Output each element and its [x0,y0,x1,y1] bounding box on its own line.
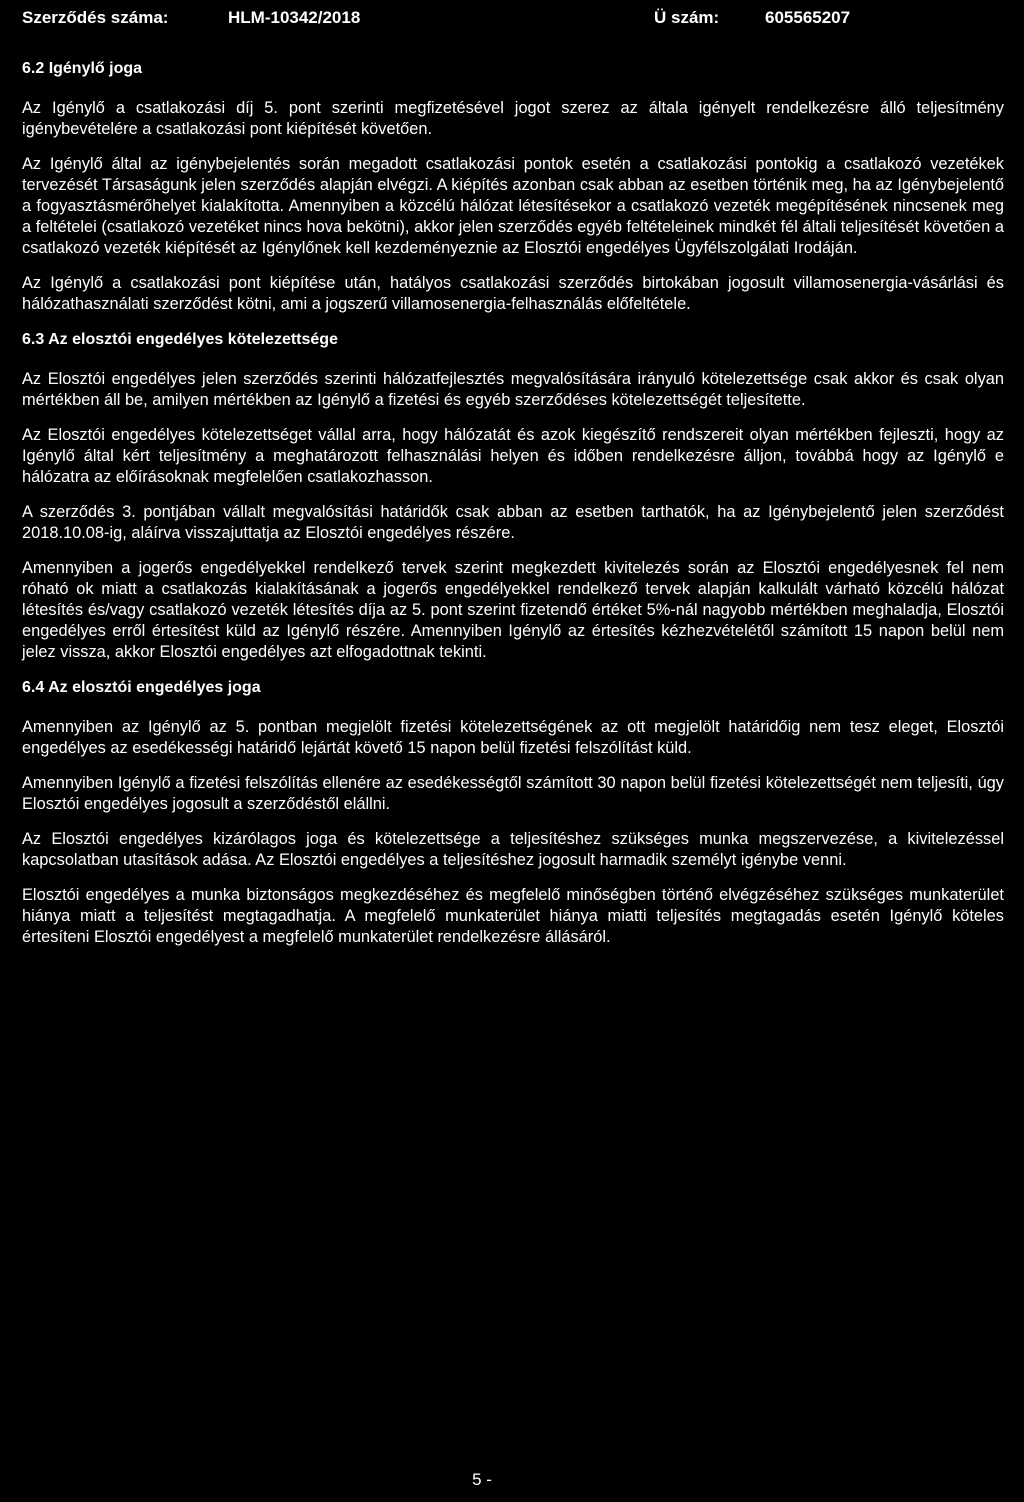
u-number-value: 605565207 [765,8,851,27]
section-heading-6-4: 6.4 Az elosztói engedélyes joga [22,679,261,696]
page-number: 5 - [472,1470,492,1489]
paragraph: Az Elosztói engedélyes jelen szerződés szerinti hálózatfejlesztés megvalósítására irányuló kötelezettsége csak akkor és csak olyan mértékben áll be, amilyen mértékben az Igénylő a fizetési és egyéb szerződéses kötelezettségét teljesítette. [22,370,1004,409]
paragraph: Amennyiben Igénylő a fizetési felszólítás ellenére az esedékességtől számított 30 napon belül fizetési kötelezettségét nem teljesíti, úgy Elosztói engedélyes jogosult a szerződéstől elállni. [22,774,1004,813]
paragraph: Az Igénylő a csatlakozási díj 5. pont szerinti megfizetésével jogot szerez az általa igényelt rendelkezésre álló teljesítmény igénybevételére a csatlakozási pont kiépítését követően. [22,99,1004,138]
page-footer [0,1470,1024,1490]
document-header [22,8,1002,38]
paragraph: A szerződés 3. pontjában vállalt megvalósítási határidők csak abban az esetben tarthatók, ha az Igénybejelentő jelen szerződést 2018.10.08-ig, aláírva visszajuttatja az Elosztói engedélyes részére. [22,503,1004,542]
paragraph: Az Elosztói engedélyes kötelezettséget vállal arra, hogy hálózatát és azok kiegészítő rendszereit olyan mértékben fejleszti, hogy az Igénylő által kért teljesítmény a meghatározott felhasználási helyen és időben rendelkezésre álljon, továbbá hogy az Igénylő e hálózatra az előírásoknak megfelelően csatlakozhasson. [22,426,1004,486]
u-number-label: Ü szám: [654,8,720,27]
document-body [22,58,1004,962]
section-heading-6-2: 6.2 Igénylő joga [22,60,143,77]
paragraph: Az Igénylő által az igénybejelentés során megadott csatlakozási pontok esetén a csatlakozási pontokig a csatlakozó vezetékek tervezését Társaságunk jelen szerződés alapján elvégzi. A kiépítés azonban csak abban az esetben történik meg, ha az Igénybejelentő a fogyasztásmérőhelyet kialakította. Amennyiben a közcélú hálózat létesítésekor a csatlakozó vezeték megépítésének nincsenek meg a feltételei (csatlakozó vezetéket nincs hova bekötni), akkor jelen szerződés egyéb feltételeinek mindkét fél általi teljesítését követően a csatlakozó vezeték kiépítését az Igénylőnek kell kezdeményeznie az Elosztói engedélyes Ügyfélszolgálati Irodáján. [22,155,1004,257]
contract-number-value: HLM-10342/2018 [228,8,361,27]
paragraph: Elosztói engedélyes a munka biztonságos megkezdéséhez és megfelelő minőségben történő elvégzéséhez szükséges munkaterület hiánya miatt a teljesítést megtagadhatja. A megfelelő munkaterület hiánya miatti teljesítés megtagadás esetén Igénylő köteles értesíteni Elosztói engedélyest a megfelelő munkaterület rendelkezésre állásáról. [22,886,1004,946]
paragraph: Az Igénylő a csatlakozási pont kiépítése után, hatályos csatlakozási szerződés birtokában jogosult villamosenergia-vásárlási és hálózathasználati szerződést kötni, ami a jogszerű villamosenergia-felhasználás előfeltétele. [22,274,1004,313]
section-heading-6-3: 6.3 Az elosztói engedélyes kötelezettsége [22,331,338,348]
paragraph: Amennyiben az Igénylő az 5. pontban megjelölt fizetési kötelezettségének az ott megjelölt határidőig nem tesz eleget, Elosztói engedélyes az esedékességi határidő lejártát követő 15 napon belül fizetési felszólítást küld. [22,718,1004,757]
contract-number-label: Szerződés száma: [22,8,169,27]
paragraph: Amennyiben a jogerős engedélyekkel rendelkező tervek szerint megkezdett kivitelezés során az Elosztói engedélyesnek fel nem róható ok miatt a csatlakozás kialakításának a jogerős engedélyekkel rendelkező tervek alapján kalkulált várható közcélú hálózat létesítés és/vagy csatlakozó vezeték létesítés díja az 5. pont szerint fizetendő értéket 5%-nál nagyobb mértékben meghaladja, Elosztói engedélyes erről értesítést küld az Igénylő részére. Amennyiben Igénylő az értesítés kézhezvételétől számított 15 napon belül nem jelez vissza, akkor Elosztói engedélyes azt elfogadottnak tekinti. [22,559,1004,661]
paragraph: Az Elosztói engedélyes kizárólagos joga és kötelezettsége a teljesítéshez szükséges munka megszervezése, a kivitelezéssel kapcsolatban utasítások adása. Az Elosztói engedélyes a teljesítéshez jogosult harmadik személyt igénybe venni. [22,830,1004,869]
